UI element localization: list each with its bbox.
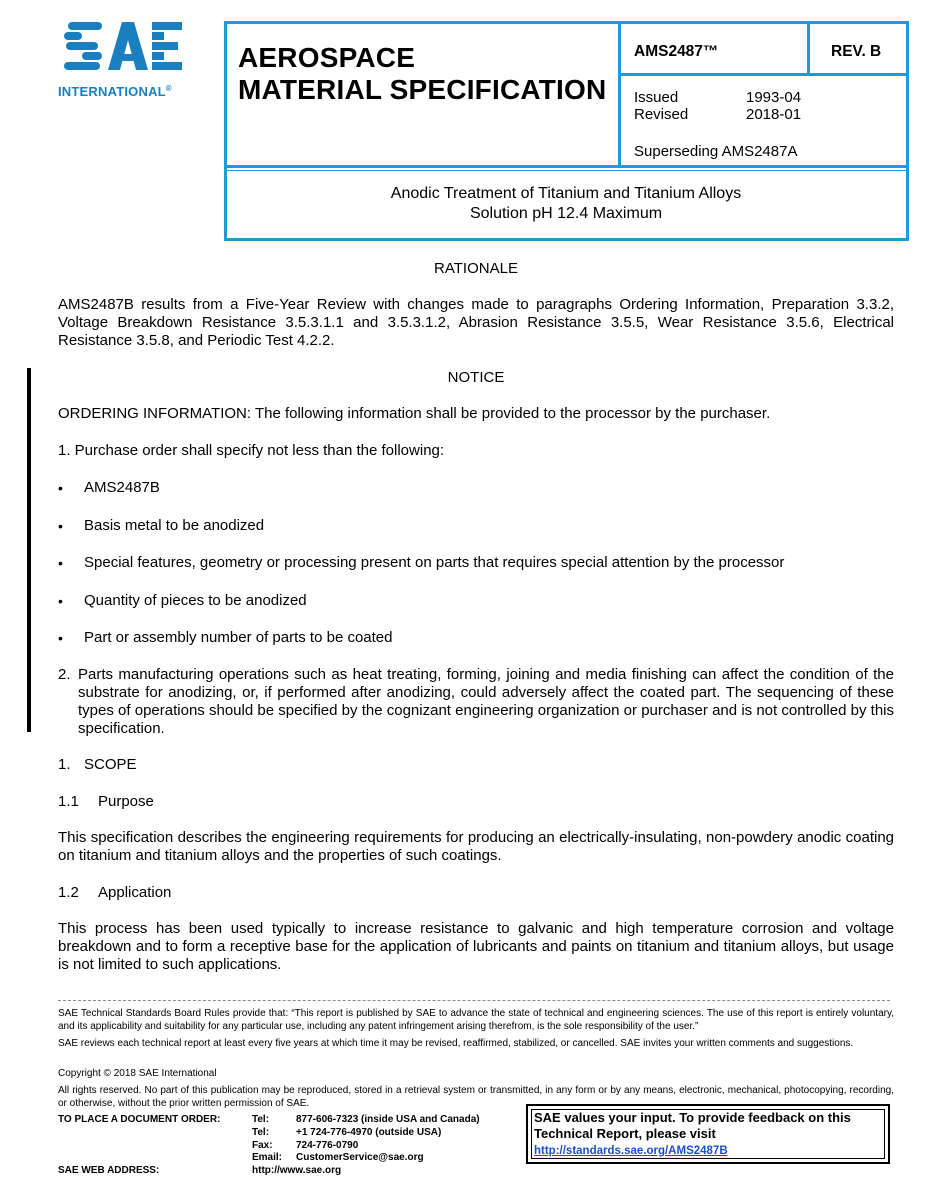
order-label: TO PLACE A DOCUMENT ORDER: xyxy=(58,1114,221,1125)
section-1-1-heading: Purpose xyxy=(98,793,154,810)
rights-text: All rights reserved. No part of this publication may be reproduced, stored in a retrieval system or transmitted, in any form or by any means, electronic, mechanical, photocopying, recording, or otherwise, without the prior written permission of SAE. xyxy=(58,1085,894,1109)
superseding-note: Superseding AMS2487A xyxy=(634,143,798,160)
bullet-icon: • xyxy=(58,593,63,609)
notice-heading: NOTICE xyxy=(447,369,505,386)
header-border-bottom xyxy=(224,238,909,241)
email-label: Email: xyxy=(252,1152,283,1163)
board-rules-text: SAE Technical Standards Board Rules provide that: “This report is published by SAE to advance the state of technical and engineering sciences. The use of this report is entirely voluntary, and its applicability and suitability for any particular use, including any patent infringement arising therefrom, is the sole responsibility of the user.” xyxy=(58,1008,894,1032)
section-1-1-number: 1.1 xyxy=(58,793,79,810)
tel-number-international: +1 724-776-4970 (outside USA) xyxy=(296,1127,442,1138)
scope-heading: SCOPE xyxy=(84,756,137,773)
header-border-right xyxy=(906,21,909,241)
bullet-item: AMS2487B xyxy=(84,479,160,496)
header-divider-subtitle xyxy=(224,165,909,168)
rationale-paragraph: AMS2487B results from a Five-Year Review with changes made to paragraphs Ordering Information, Preparation 3.3.2, Voltage Breakdown Resistance 3.5.3.1.1 and 3.5.3.1.2, Abrasion Resistance 3.5.5, Wear Resistance 3.5.6, Electrical Resistance 3.5.8, and Periodic Test 4.2.2. xyxy=(58,296,894,349)
logo-wordmark xyxy=(58,84,198,99)
spec-number: AMS2487™ xyxy=(634,43,719,60)
footer-divider xyxy=(58,1000,890,1001)
ordering-item-1: 1. Purchase order shall specify not less than the following: xyxy=(58,442,445,459)
review-text: SAE reviews each technical report at least every five years at which time it may be revised, reaffirmed, stabilized, or cancelled. SAE invites your written comments and suggestions. xyxy=(58,1038,854,1049)
subtitle-line-1: Anodic Treatment of Titanium and Titanium Alloys xyxy=(390,185,742,202)
title-line-2: MATERIAL SPECIFICATION xyxy=(238,74,607,105)
feedback-line-2: Technical Report, please visit xyxy=(534,1126,716,1141)
bullet-icon: • xyxy=(58,518,63,534)
header-divider-rev xyxy=(807,21,810,75)
ordering-information: ORDERING INFORMATION: The following information shall be provided to the processor by the purchaser. xyxy=(58,405,771,422)
tel-number: 877-606-7323 (inside USA and Canada) xyxy=(296,1114,480,1125)
feedback-link[interactable]: http://standards.sae.org/AMS2487B xyxy=(534,1145,728,1157)
purpose-paragraph: This specification describes the engineering requirements for producing an electrically-insulating, non-powdery anodic coating on titanium and titanium alloys and the properties of such coatings. xyxy=(58,829,894,864)
feedback-text xyxy=(534,1110,880,1159)
revision-change-bar xyxy=(27,368,31,732)
section-1-2-number: 1.2 xyxy=(58,884,79,901)
bullet-icon: • xyxy=(58,555,63,571)
header-divider-title xyxy=(618,21,621,167)
bullet-item: Special features, geometry or processing present on parts that requires special attention by the processor xyxy=(84,554,785,571)
email-address: CustomerService@sae.org xyxy=(296,1152,424,1163)
ordering-item-2-text: Parts manufacturing operations such as heat treating, forming, joining and media finishing can affect the condition of the substrate for anodizing, or, if performed after anodizing, could adversely affect the coated part. The sequencing of these types of operations should be specified by the cognizant engineering organization or purchaser and is not controlled by this specification. xyxy=(78,666,894,737)
fax-number: 724-776-0790 xyxy=(296,1140,359,1151)
sae-logo-mark xyxy=(58,20,198,82)
tel-label: Tel: xyxy=(252,1114,270,1125)
header-divider-subtitle-inner xyxy=(224,170,909,171)
logo-subtitle: INTERNATIONAL xyxy=(58,84,166,99)
section-1-2-heading: Application xyxy=(98,884,172,901)
bullet-item: Quantity of pieces to be anodized xyxy=(84,592,307,609)
feedback-box xyxy=(526,1104,890,1164)
feedback-line-1: SAE values your input. To provide feedback on this xyxy=(534,1110,851,1125)
scope-number: 1. xyxy=(58,756,71,773)
revised-label: Revised xyxy=(634,106,689,123)
document-subtitle xyxy=(226,184,906,224)
revision-label: REV. B xyxy=(831,43,882,60)
web-address: http://www.sae.org xyxy=(252,1165,342,1176)
bullet-icon: • xyxy=(58,480,63,496)
sae-logo xyxy=(58,20,198,106)
web-address-label: SAE WEB ADDRESS: xyxy=(58,1165,160,1176)
bullet-item: Part or assembly number of parts to be coated xyxy=(84,629,393,646)
issued-label: Issued xyxy=(634,89,679,106)
bullet-item: Basis metal to be anodized xyxy=(84,517,265,534)
header-divider-spec xyxy=(618,73,909,76)
subtitle-line-2: Solution pH 12.4 Maximum xyxy=(469,205,663,222)
document-type-title xyxy=(238,42,618,106)
rationale-heading: RATIONALE xyxy=(434,260,518,277)
application-paragraph: This process has been used typically to increase resistance to galvanic and high temperature corrosion and voltage breakdown and to form a receptive base for the application of lubricants and paints on titanium and titanium alloys, but usage is not limited to such applications. xyxy=(58,920,894,973)
bullet-icon: • xyxy=(58,630,63,646)
title-line-1: AEROSPACE xyxy=(238,42,416,73)
copyright-text: Copyright © 2018 SAE International xyxy=(58,1068,217,1079)
registered-mark: ® xyxy=(165,84,172,93)
tel-label: Tel: xyxy=(252,1127,270,1138)
ordering-item-2-number: 2. xyxy=(58,666,71,683)
revised-date: 2018-01 xyxy=(746,106,802,123)
issued-date: 1993-04 xyxy=(746,89,802,106)
fax-label: Fax: xyxy=(252,1140,273,1151)
